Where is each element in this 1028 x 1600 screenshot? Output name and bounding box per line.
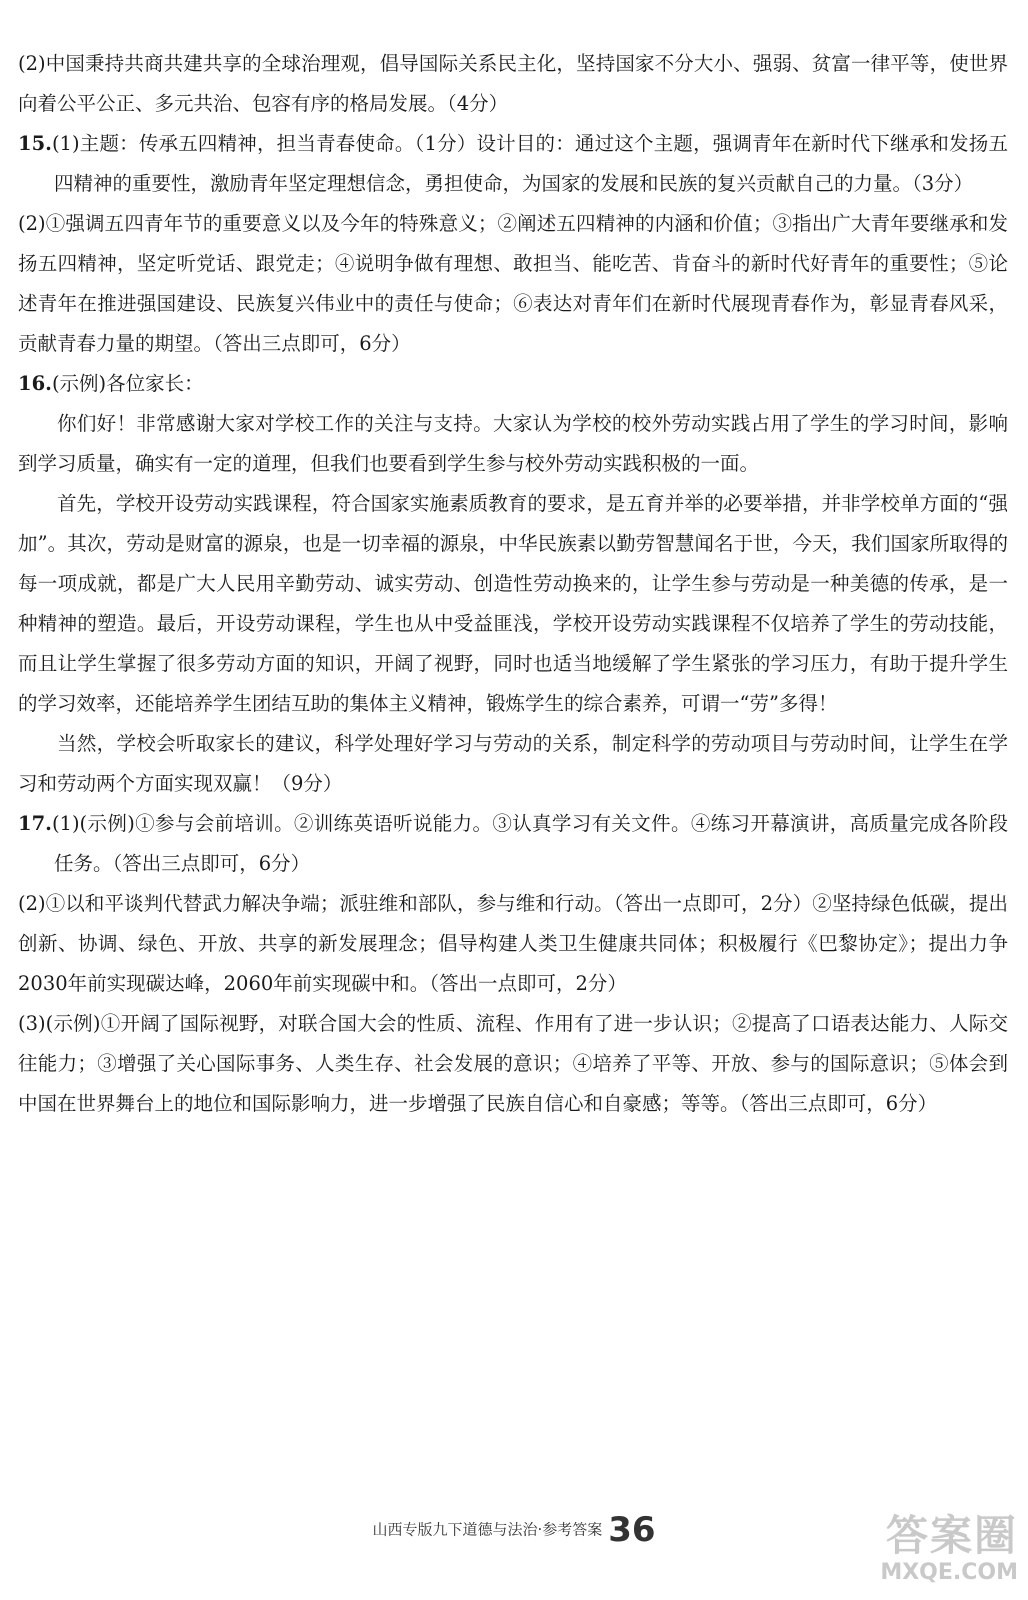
answer-16-paragraph-2: 首先，学校开设劳动实践课程，符合国家实施素质教育的要求，是五育并举的必要举措，并非学校单方面的“强加”。其次，劳动是财富的源泉，也是一切幸福的源泉，中华民族素以勤劳智慧闻名于世，今天，我们国家所取得的每一项成就，都是广大人民用辛勤劳动、诚实劳动、创造性劳动换来的，让学生参与劳动是一种美德的传承，是一种精神的塑造。最后，开设劳动课程，学生也从中受益匪浅，学校开设劳动实践课程不仅培养了学生的劳动技能，而且让学生掌握了很多劳动方面的知识，开阔了视野，同时也适当地缓解了学生紧张的学习压力，有助于提升学生的学习效率，还能培养学生团结互助的集体主义精神，锻炼学生的综合素养，可谓一“劳”多得！ bbox=[18, 492, 1008, 715]
answer-15-part-2: (2)①强调五四青年节的重要意义以及今年的特殊意义；②阐述五四精神的内涵和价值；③指出广大青年要继承和发扬五四精神，坚定听党话、跟党走；④说明争做有理想、敢担当、能吃苦、肯奋斗的新时代好青年的重要性；⑤论述青年在推进强国建设、民族复兴伟业中的责任与使命；⑥表达对青年们在新时代展现青春作为，彰显青春风采，贡献青春力量的期望。（答出三点即可，6分） bbox=[18, 212, 1008, 355]
watermark-logo bbox=[868, 1512, 1018, 1592]
answer-16-paragraph-1: 你们好！非常感谢大家对学校工作的关注与支持。大家认为学校的校外劳动实践占用了学生的学习时间，影响到学习质量，确实有一定的道理，但我们也要看到学生参与校外劳动实践积极的一面。 bbox=[18, 412, 1008, 475]
answer-content bbox=[18, 44, 1008, 1124]
footer-text: 山西专版九下道德与法治·参考答案 bbox=[372, 1520, 603, 1539]
answer-text: (示例)各位家长： bbox=[51, 372, 204, 395]
watermark-logo-text: 答案圈 bbox=[885, 1511, 1018, 1560]
answer-16-paragraph-3: 当然，学校会听取家长的建议，科学处理好学习与劳动的关系，制定科学的劳动项目与劳动时间，让学生在学习和劳动两个方面实现双赢！（9分） bbox=[18, 732, 1008, 795]
answer-text: (1)主题：传承五四精神，担当青春使命。（1分）设计目的：通过这个主题，强调青年在新时代下继承和发扬五四精神的重要性，激励青年坚定理想信念，勇担使命，为国家的发展和民族的复兴贡献自己的力量。（3分） bbox=[51, 132, 1008, 195]
question-number: 16. bbox=[18, 372, 52, 395]
answer-14-part-2: (2)中国秉持共商共建共享的全球治理观，倡导国际关系民主化，坚持国家不分大小、强弱、贫富一律平等，使世界向着公平公正、多元共治、包容有序的格局发展。（4分） bbox=[18, 52, 1008, 115]
answer-17-part-1 bbox=[18, 804, 1008, 884]
answer-16-heading bbox=[18, 364, 1008, 404]
answer-17-part-2: (2)①以和平谈判代替武力解决争端；派驻维和部队，参与维和行动。（答出一点即可，2分）②坚持绿色低碳，提出创新、协调、绿色、开放、共享的新发展理念；倡导构建人类卫生健康共同体；积极履行《巴黎协定》；提出力争2030年前实现碳达峰，2060年前实现碳中和。（答出一点即可，2分） bbox=[18, 892, 1008, 995]
answer-17-part-3: (3)(示例)①开阔了国际视野，对联合国大会的性质、流程、作用有了进一步认识；②提高了口语表达能力、人际交往能力；③增强了关心国际事务、人类生存、社会发展的意识；④培养了平等、开放、参与的国际意识；⑤体会到中国在世界舞台上的地位和国际影响力，进一步增强了民族自信心和自豪感；等等。（答出三点即可，6分） bbox=[18, 1012, 1008, 1115]
question-number: 15. bbox=[18, 132, 52, 155]
answer-text: (1)(示例)①参与会前培训。②训练英语听说能力。③认真学习有关文件。④练习开幕演讲，高质量完成各阶段任务。（答出三点即可，6分） bbox=[51, 812, 1008, 875]
question-number: 17. bbox=[18, 812, 52, 835]
page-number: 36 bbox=[608, 1510, 656, 1550]
answer-15-part-1 bbox=[18, 124, 1008, 204]
watermark-url: MXQE.COM bbox=[880, 1560, 1018, 1585]
